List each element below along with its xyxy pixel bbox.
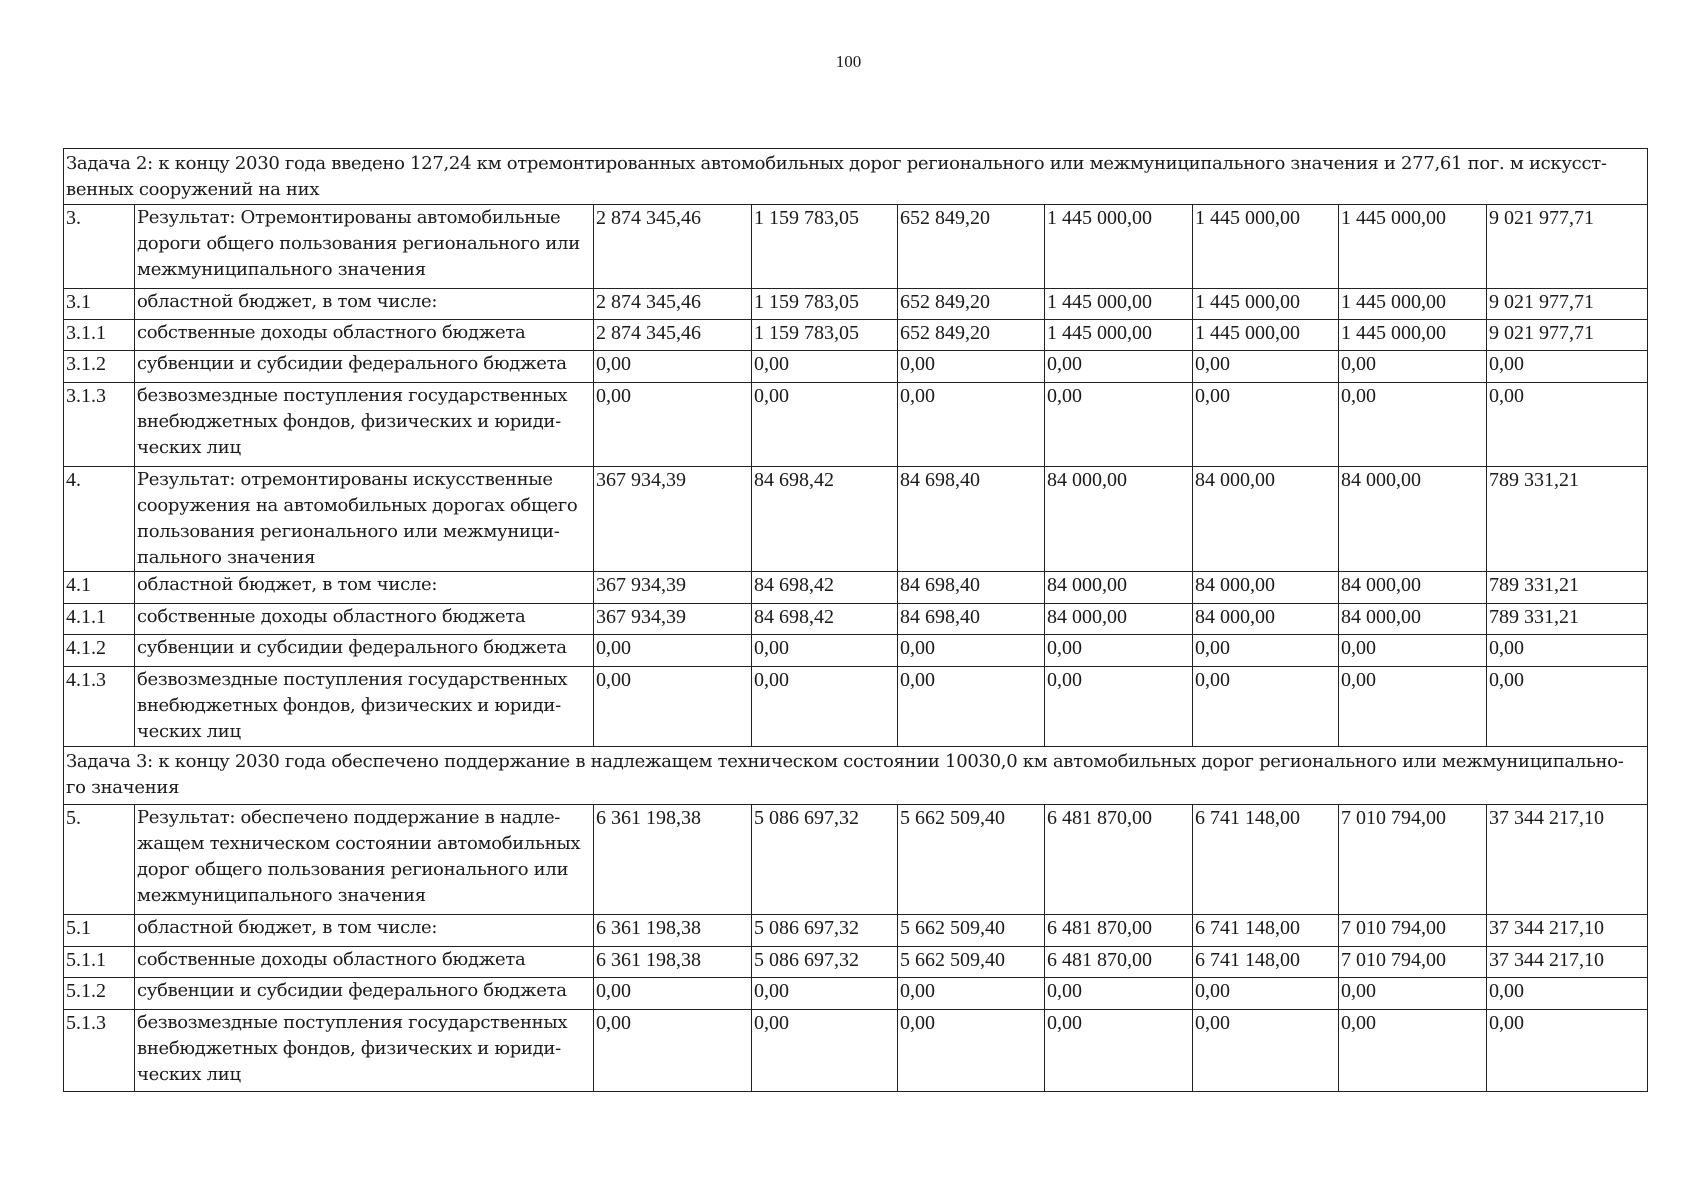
row-label: Результат: отремонтированы искусственные сооружения на автомобильных дорогах общего пользования регионального или межмуници-пального значения [135,467,594,572]
value-cell: 1 445 000,00 [1045,205,1193,289]
value-cell: 0,00 [1487,635,1648,667]
value-cell: 84 000,00 [1339,467,1487,572]
value-cell: 84 698,40 [898,572,1045,604]
value-cell: 6 741 148,00 [1193,947,1339,978]
value-cell: 0,00 [1487,667,1648,747]
value-cell: 0,00 [1339,1010,1487,1092]
value-cell: 0,00 [1045,1010,1193,1092]
row-code: 3. [64,205,135,289]
task-row [64,149,1648,205]
task-heading: Задача 2: к концу 2030 года введено 127,24 км отремонтированных автомобильных дорог регионального или межмуниципального значения и 277,61 пог. м искусст-венных сооружений на них [64,149,1648,205]
row-label: областной бюджет, в том числе: [135,572,594,604]
value-cell: 0,00 [594,635,752,667]
row-code: 3.1.1 [64,320,135,351]
value-cell: 0,00 [1339,667,1487,747]
value-cell: 0,00 [1193,351,1339,383]
row-label: безвозмездные поступления государственных внебюджетных фондов, физических и юриди-ческих лиц [135,1010,594,1092]
value-cell: 84 698,42 [752,572,898,604]
task-heading: Задача 3: к концу 2030 года обеспечено поддержание в надлежащем техническом состоянии 10030,0 км автомобильных дорог регионального или межмуниципально-го значения [64,747,1648,805]
value-cell: 789 331,21 [1487,572,1648,604]
value-cell: 1 445 000,00 [1193,289,1339,320]
row-code: 4.1 [64,572,135,604]
table-row [64,383,1648,467]
value-cell: 2 874 345,46 [594,205,752,289]
table-row [64,978,1648,1010]
value-cell: 7 010 794,00 [1339,947,1487,978]
table-row [64,289,1648,320]
value-cell: 1 445 000,00 [1339,205,1487,289]
row-label: безвозмездные поступления государственных внебюджетных фондов, физических и юриди-ческих лиц [135,383,594,467]
value-cell: 5 086 697,32 [752,805,898,915]
value-cell: 1 159 783,05 [752,205,898,289]
value-cell: 9 021 977,71 [1487,289,1648,320]
row-code: 3.1.3 [64,383,135,467]
value-cell: 0,00 [1339,383,1487,467]
value-cell: 0,00 [1045,383,1193,467]
row-code: 4. [64,467,135,572]
value-cell: 0,00 [1045,978,1193,1010]
value-cell: 7 010 794,00 [1339,805,1487,915]
value-cell: 5 086 697,32 [752,947,898,978]
value-cell: 652 849,20 [898,205,1045,289]
value-cell: 0,00 [1487,978,1648,1010]
value-cell: 367 934,39 [594,604,752,635]
value-cell: 789 331,21 [1487,604,1648,635]
table-row [64,205,1648,289]
row-code: 4.1.2 [64,635,135,667]
table-row [64,351,1648,383]
value-cell: 6 481 870,00 [1045,915,1193,947]
value-cell: 0,00 [1487,383,1648,467]
value-cell: 0,00 [898,383,1045,467]
value-cell: 0,00 [594,667,752,747]
row-label: собственные доходы областного бюджета [135,320,594,351]
value-cell: 367 934,39 [594,467,752,572]
row-code: 5.1.3 [64,1010,135,1092]
value-cell: 0,00 [594,383,752,467]
value-cell: 0,00 [1193,1010,1339,1092]
value-cell: 0,00 [898,667,1045,747]
row-label: субвенции и субсидии федерального бюджета [135,351,594,383]
value-cell: 0,00 [1045,635,1193,667]
value-cell: 2 874 345,46 [594,289,752,320]
row-label: Результат: Отремонтированы автомобильные дороги общего пользования регионального или межмуниципального значения [135,205,594,289]
table-row [64,667,1648,747]
table-row [64,947,1648,978]
value-cell: 84 000,00 [1045,467,1193,572]
value-cell: 0,00 [594,978,752,1010]
value-cell: 0,00 [1339,351,1487,383]
value-cell: 1 159 783,05 [752,289,898,320]
value-cell: 84 000,00 [1193,572,1339,604]
value-cell: 0,00 [1487,351,1648,383]
row-label: безвозмездные поступления государственных внебюджетных фондов, физических и юриди-ческих лиц [135,667,594,747]
value-cell: 84 000,00 [1045,604,1193,635]
value-cell: 9 021 977,71 [1487,205,1648,289]
value-cell: 37 344 217,10 [1487,915,1648,947]
value-cell: 84 000,00 [1339,604,1487,635]
value-cell: 5 662 509,40 [898,947,1045,978]
value-cell: 0,00 [1193,978,1339,1010]
value-cell: 0,00 [752,383,898,467]
value-cell: 2 874 345,46 [594,320,752,351]
value-cell: 6 741 148,00 [1193,915,1339,947]
value-cell: 0,00 [752,351,898,383]
value-cell: 6 361 198,38 [594,947,752,978]
value-cell: 5 662 509,40 [898,915,1045,947]
value-cell: 1 445 000,00 [1339,289,1487,320]
table-body [64,149,1648,1092]
value-cell: 84 698,40 [898,604,1045,635]
value-cell: 0,00 [594,351,752,383]
row-code: 5.1 [64,915,135,947]
row-code: 4.1.3 [64,667,135,747]
value-cell: 0,00 [1193,383,1339,467]
row-code: 5.1.1 [64,947,135,978]
value-cell: 652 849,20 [898,320,1045,351]
value-cell: 6 361 198,38 [594,805,752,915]
row-label: субвенции и субсидии федерального бюджета [135,978,594,1010]
row-label: собственные доходы областного бюджета [135,604,594,635]
budget-table [63,148,1648,1092]
value-cell: 0,00 [752,667,898,747]
row-code: 5. [64,805,135,915]
task-row [64,747,1648,805]
row-code: 5.1.2 [64,978,135,1010]
value-cell: 5 662 509,40 [898,805,1045,915]
value-cell: 6 481 870,00 [1045,805,1193,915]
row-label: областной бюджет, в том числе: [135,289,594,320]
value-cell: 37 344 217,10 [1487,805,1648,915]
value-cell: 0,00 [752,635,898,667]
value-cell: 1 159 783,05 [752,320,898,351]
value-cell: 652 849,20 [898,289,1045,320]
row-label: Результат: обеспечено поддержание в надле-жащем техническом состоянии автомобильных дорог общего пользования регионального или межмуниципального значения [135,805,594,915]
value-cell: 9 021 977,71 [1487,320,1648,351]
value-cell: 1 445 000,00 [1045,289,1193,320]
row-label: субвенции и субсидии федерального бюджета [135,635,594,667]
table-row [64,572,1648,604]
value-cell: 37 344 217,10 [1487,947,1648,978]
value-cell: 0,00 [898,351,1045,383]
table-row [64,604,1648,635]
value-cell: 6 361 198,38 [594,915,752,947]
value-cell: 6 741 148,00 [1193,805,1339,915]
table-row [64,467,1648,572]
value-cell: 84 698,42 [752,604,898,635]
value-cell: 1 445 000,00 [1193,205,1339,289]
value-cell: 789 331,21 [1487,467,1648,572]
value-cell: 0,00 [1193,635,1339,667]
value-cell: 84 698,40 [898,467,1045,572]
value-cell: 0,00 [1045,351,1193,383]
value-cell: 0,00 [1339,978,1487,1010]
row-code: 3.1 [64,289,135,320]
value-cell: 367 934,39 [594,572,752,604]
value-cell: 84 000,00 [1045,572,1193,604]
table-row [64,635,1648,667]
table-row [64,805,1648,915]
page-number: 100 [835,52,862,71]
value-cell: 84 698,42 [752,467,898,572]
value-cell: 0,00 [898,1010,1045,1092]
value-cell: 0,00 [1339,635,1487,667]
value-cell: 1 445 000,00 [1339,320,1487,351]
table-row [64,915,1648,947]
value-cell: 84 000,00 [1193,467,1339,572]
value-cell: 7 010 794,00 [1339,915,1487,947]
value-cell: 1 445 000,00 [1193,320,1339,351]
value-cell: 0,00 [898,978,1045,1010]
row-code: 3.1.2 [64,351,135,383]
value-cell: 0,00 [898,635,1045,667]
value-cell: 5 086 697,32 [752,915,898,947]
value-cell: 84 000,00 [1339,572,1487,604]
row-code: 4.1.1 [64,604,135,635]
value-cell: 0,00 [752,1010,898,1092]
table-row [64,320,1648,351]
value-cell: 0,00 [594,1010,752,1092]
value-cell: 0,00 [1193,667,1339,747]
value-cell: 1 445 000,00 [1045,320,1193,351]
value-cell: 6 481 870,00 [1045,947,1193,978]
value-cell: 0,00 [752,978,898,1010]
row-label: собственные доходы областного бюджета [135,947,594,978]
value-cell: 0,00 [1045,667,1193,747]
row-label: областной бюджет, в том числе: [135,915,594,947]
table-row [64,1010,1648,1092]
value-cell: 84 000,00 [1193,604,1339,635]
value-cell: 0,00 [1487,1010,1648,1092]
